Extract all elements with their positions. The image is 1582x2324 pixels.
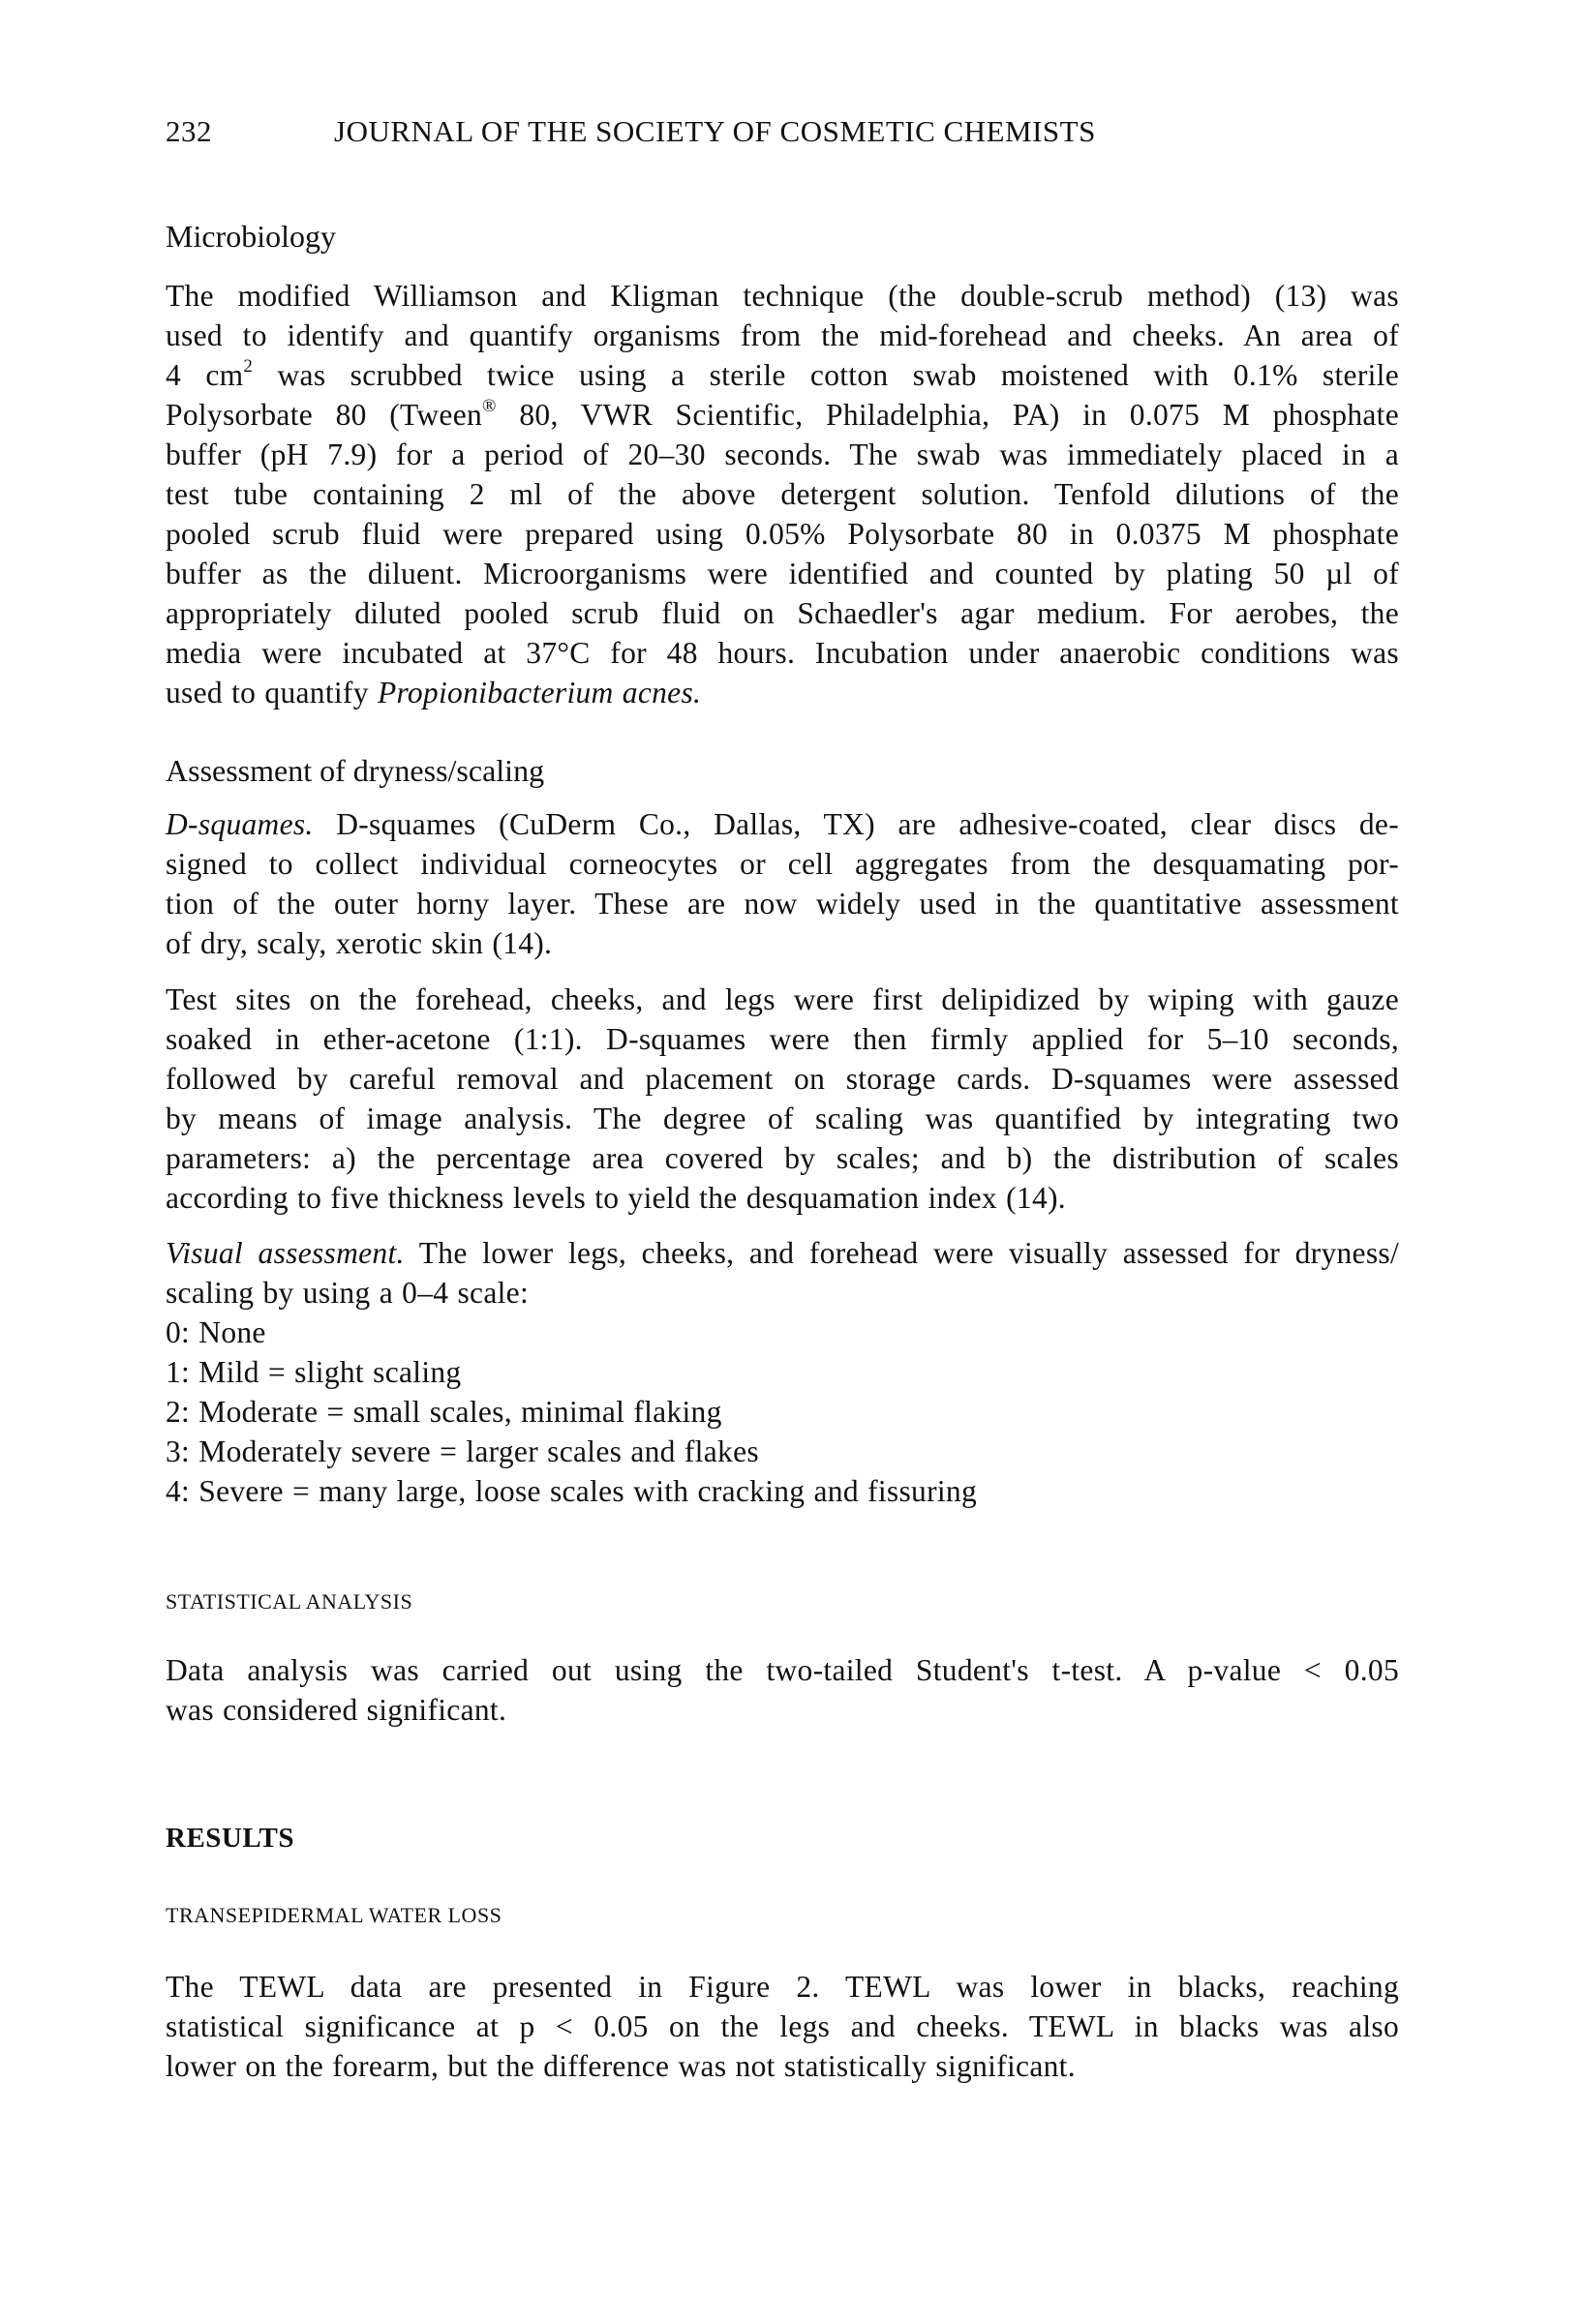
text-line: tion of the outer horny layer. These are now widely used in the quantitative assessment bbox=[166, 887, 1399, 921]
scale-item: 2: Moderate = small scales, minimal flaking bbox=[166, 1395, 722, 1429]
text-line: soaked in ether-acetone (1:1). D-squames were then firmly applied for 5–10 seconds, bbox=[166, 1022, 1399, 1056]
text-line: followed by careful removal and placement on storage cards. D-squames were assessed bbox=[166, 1062, 1399, 1096]
paragraph-statistics bbox=[166, 1650, 1399, 1730]
text-line: buffer (pH 7.9) for a period of 20–30 seconds. The swab was immediately placed in a bbox=[166, 438, 1399, 471]
text: The lower legs, cheeks, and forehead were visually assessed for dryness/ bbox=[404, 1236, 1400, 1270]
text-line: was considered significant. bbox=[166, 1693, 507, 1727]
subheading-tewl: TRANSEPIDERMAL WATER LOSS bbox=[166, 1903, 502, 1927]
text-line: signed to collect individual corneocytes or cell aggregates from the desquamating por- bbox=[166, 847, 1399, 881]
paragraph-microbiology bbox=[166, 276, 1399, 712]
scale-item: 0: None bbox=[166, 1315, 266, 1349]
text-line: lower on the forearm, but the difference was not statistically significant. bbox=[166, 2049, 1076, 2083]
section-heading-dryness: Assessment of dryness/scaling bbox=[166, 753, 545, 788]
text-line: buffer as the diluent. Microorganisms were identified and counted by plating 50 µl of bbox=[166, 557, 1399, 590]
text-line bbox=[166, 395, 1399, 435]
text: D-squames (CuDerm Co., Dallas, TX) are adhesive-coated, clear discs de- bbox=[313, 807, 1399, 841]
text-line: media were incubated at 37°C for 48 hours. Incubation under anaerobic conditions was bbox=[166, 636, 1399, 670]
run-in-heading: Visual assessment. bbox=[166, 1236, 405, 1270]
text-line bbox=[166, 1233, 1399, 1273]
text: Polysorbate 80 (Tween bbox=[166, 398, 483, 432]
text-line: appropriately diluted pooled scrub fluid on Schaedler's agar medium. For aerobes, the bbox=[166, 596, 1399, 630]
text-line bbox=[166, 355, 1399, 395]
superscript: 2 bbox=[243, 356, 254, 377]
text: 80, VWR Scientific, Philadelphia, PA) in 0.075 M phosphate bbox=[496, 398, 1399, 432]
species-name: Propionibacterium acnes. bbox=[377, 676, 702, 709]
page-number: 232 bbox=[166, 114, 212, 148]
scale-item: 1: Mild = slight scaling bbox=[166, 1355, 462, 1389]
text: 4 cm bbox=[166, 358, 244, 392]
text-line bbox=[166, 673, 1399, 712]
text-line: The modified Williamson and Kligman technique (the double-scrub method) (13) was bbox=[166, 279, 1399, 313]
text-line: according to five thickness levels to yield the desquamation index (14). bbox=[166, 1181, 1066, 1215]
text: was scrubbed twice using a sterile cotton swab moistened with 0.1% sterile bbox=[253, 358, 1399, 392]
text-line: scaling by using a 0–4 scale: bbox=[166, 1276, 529, 1310]
text-line: test tube containing 2 ml of the above detergent solution. Tenfold dilutions of the bbox=[166, 477, 1399, 511]
text: used to quantify bbox=[166, 676, 378, 709]
text-line: parameters: a) the percentage area covered by scales; and b) the distribution of scales bbox=[166, 1141, 1399, 1175]
paragraph-test-sites bbox=[166, 980, 1399, 1218]
text-line: of dry, scaly, xerotic skin (14). bbox=[166, 926, 553, 960]
scale-item: 3: Moderately severe = larger scales and flakes bbox=[166, 1434, 759, 1468]
paragraph-dsquames bbox=[166, 804, 1399, 963]
section-heading-microbiology: Microbiology bbox=[166, 219, 336, 254]
text-line: used to identify and quantify organisms from the mid-forehead and cheeks. An area of bbox=[166, 318, 1399, 352]
text-line: Data analysis was carried out using the two-tailed Student's t-test. A p-value < 0.05 bbox=[166, 1653, 1399, 1687]
text-line: The TEWL data are presented in Figure 2. TEWL was lower in blacks, reaching bbox=[166, 1970, 1399, 2004]
text-line: pooled scrub fluid were prepared using 0.05% Polysorbate 80 in 0.0375 M phosphate bbox=[166, 517, 1399, 551]
text-line: Test sites on the forehead, cheeks, and legs were first delipidized by wiping with gauze bbox=[166, 982, 1399, 1016]
scale-item: 4: Severe = many large, loose scales with cracking and fissuring bbox=[166, 1474, 978, 1508]
text-line: by means of image analysis. The degree of scaling was quantified by integrating two bbox=[166, 1102, 1399, 1135]
superscript: ® bbox=[482, 396, 497, 416]
section-heading-results: RESULTS bbox=[166, 1823, 295, 1854]
paragraph-tewl bbox=[166, 1967, 1399, 2086]
run-in-heading: D-squames. bbox=[166, 807, 314, 841]
running-header: JOURNAL OF THE SOCIETY OF COSMETIC CHEMISTS bbox=[334, 114, 1096, 148]
section-heading-statistics: STATISTICAL ANALYSIS bbox=[166, 1589, 413, 1614]
paragraph-visual bbox=[166, 1233, 1399, 1511]
text-line bbox=[166, 804, 1399, 844]
text-line: statistical significance at p < 0.05 on the legs and cheeks. TEWL in blacks was also bbox=[166, 2009, 1399, 2043]
